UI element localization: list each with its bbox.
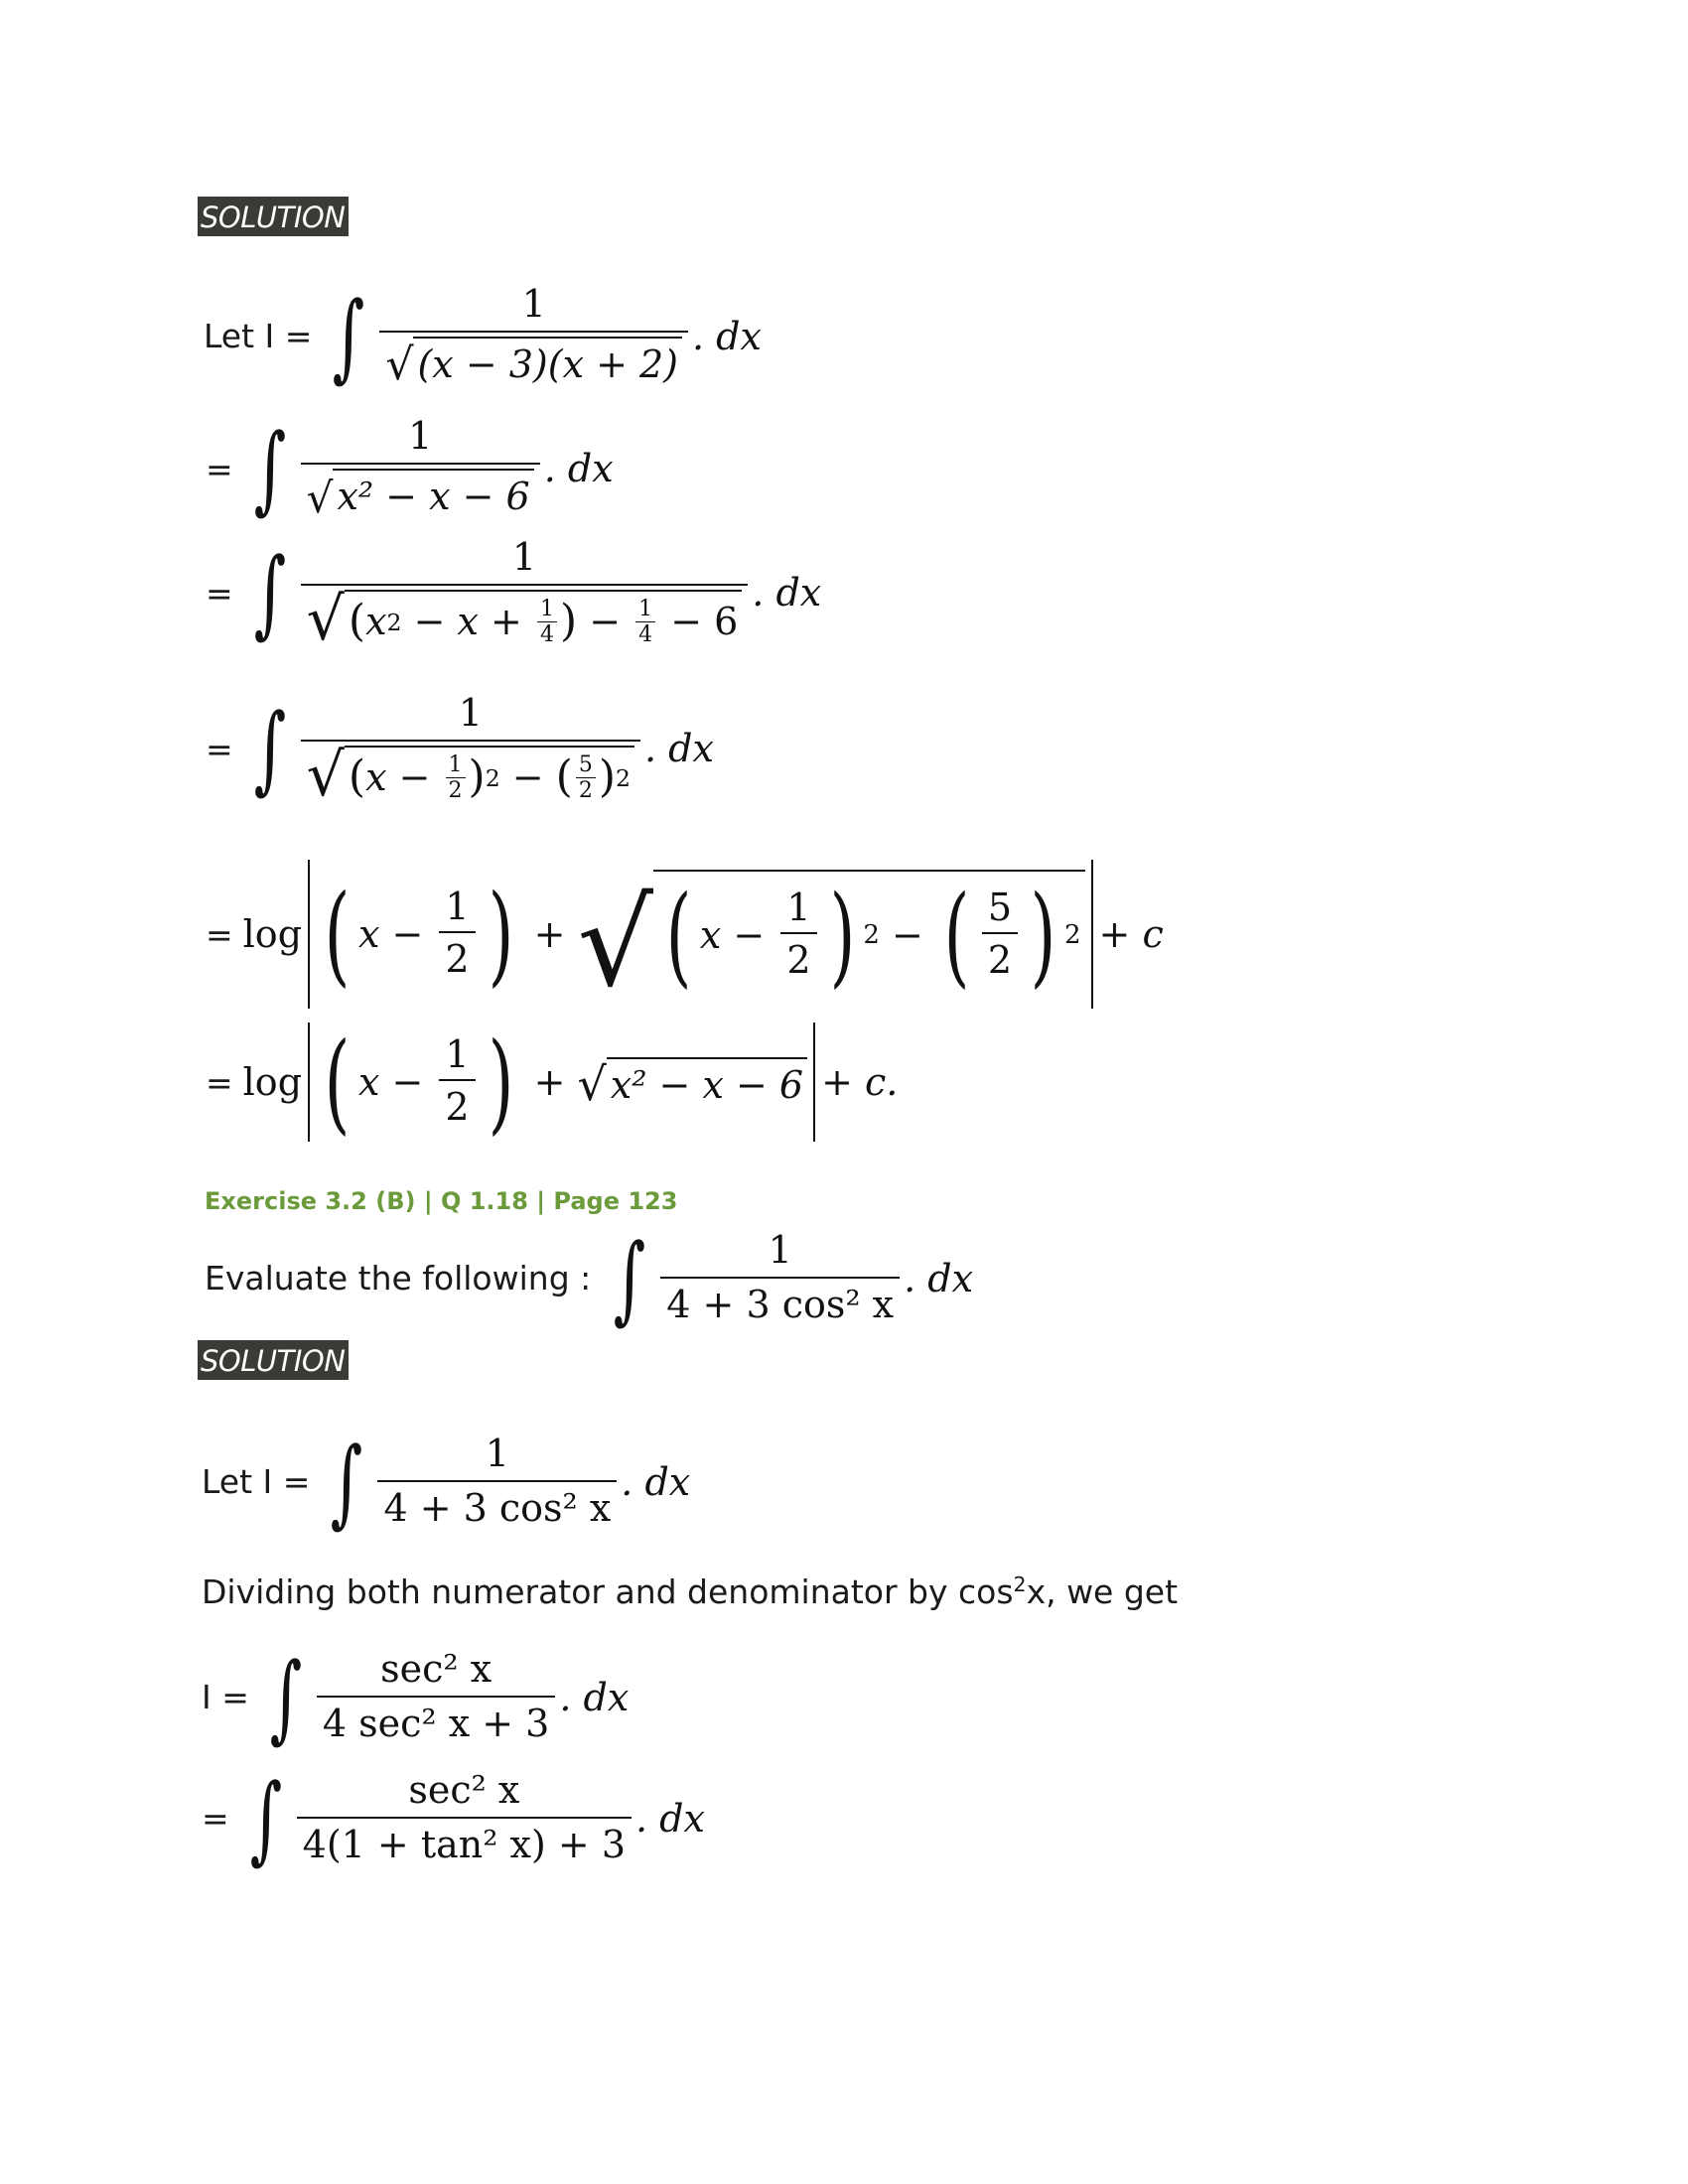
solution-badge: SOLUTION xyxy=(198,1340,349,1380)
absolute-bar-right xyxy=(813,1023,815,1142)
numerator: 1 xyxy=(511,535,537,579)
numerator: sec² x xyxy=(380,1647,492,1691)
equation-step-2 xyxy=(206,415,614,523)
integral-sign-icon: ∫ xyxy=(249,1762,282,1874)
equals-sign: = xyxy=(206,573,233,613)
equation-step-sec xyxy=(202,1641,630,1753)
equals-sign: = xyxy=(202,1799,229,1839)
equation-step-5: = log ( x − $\frac{1}{2}$ ) + √ ( x − $\frac{1}{2}$ ) 2 − ( $\frac{5}{2}$ ) 2 + c xyxy=(206,860,1164,1009)
numerator: sec² x xyxy=(408,1768,520,1812)
integral-sign-icon: ∫ xyxy=(331,1426,363,1538)
dx-term: . dx xyxy=(692,314,762,358)
numerator: 1 xyxy=(521,282,546,326)
equation-step-3 xyxy=(206,535,822,654)
dx-term: . dx xyxy=(752,571,822,615)
equation-step-tan xyxy=(202,1762,705,1874)
fraction xyxy=(660,1229,900,1327)
numerator: 1 xyxy=(408,414,433,458)
fraction xyxy=(377,1433,617,1531)
dx-term: . dx xyxy=(621,1459,691,1504)
fraction xyxy=(301,691,640,810)
integral-sign-icon: ∫ xyxy=(333,280,365,392)
solution-badge: SOLUTION xyxy=(198,197,349,236)
denominator: √ x² − x − 6 xyxy=(301,463,540,523)
absolute-bar-left xyxy=(308,860,310,1009)
numerator: 1 xyxy=(768,1228,792,1272)
dx-term: . dx xyxy=(904,1256,974,1300)
denominator: 4 sec² x + 3 xyxy=(317,1696,555,1747)
dx-term: . dx xyxy=(635,1796,705,1841)
equation-step-6: = log ( x − $\frac{1}{2}$ ) + √ x² − x − 6 + c. xyxy=(206,1019,899,1146)
equals-sign: = xyxy=(206,729,233,768)
dx-term: . dx xyxy=(543,447,614,491)
integral-sign-icon: ∫ xyxy=(253,693,286,805)
fraction xyxy=(301,535,749,654)
dx-term: . dx xyxy=(559,1675,630,1719)
log-function: log xyxy=(242,1060,303,1104)
integral-sign-icon: ∫ xyxy=(269,1641,303,1753)
radicand: (x − 3)(x + 2) xyxy=(413,337,682,388)
absolute-bar-right xyxy=(1091,860,1093,1009)
denominator: 4(1 + tan² x) + 3 xyxy=(297,1817,632,1868)
question xyxy=(205,1222,974,1334)
let-label: Let I = xyxy=(204,317,313,356)
denominator: √ (x − 3)(x + 2) xyxy=(379,331,688,390)
numerator: 1 xyxy=(485,1432,509,1475)
fraction xyxy=(379,283,688,390)
denominator: √ ( x 2 − x + 1 4 ) − 1 4 − 6 xyxy=(301,584,749,650)
explanation-text: Dividing both numerator and denominator by $\cos^2x$, we get xyxy=(202,1572,1179,1611)
i-equals-label: I = xyxy=(202,1678,249,1717)
integral-sign-icon: ∫ xyxy=(614,1222,646,1334)
let-label: Let I = xyxy=(202,1462,311,1502)
fraction xyxy=(301,415,540,523)
equation-step-4 xyxy=(206,691,714,810)
equals-sign: = xyxy=(206,914,233,954)
radicand: x² − x − 6 xyxy=(333,469,533,520)
exercise-label[interactable]: Exercise 3.2 (B) | Q 1.18 | Page 123 xyxy=(205,1187,678,1215)
dx-term: . dx xyxy=(644,727,714,771)
denominator: 4 + 3 cos² x xyxy=(660,1277,900,1328)
plus-constant: + c. xyxy=(821,1060,899,1104)
denominator: 4 + 3 cos² x xyxy=(377,1480,617,1532)
fraction xyxy=(297,1769,632,1867)
equals-sign: = xyxy=(206,1062,233,1102)
radicand: ( x − 1 2 ) 2 − ( 5 2 ) 2 xyxy=(345,746,634,805)
absolute-bar-left xyxy=(308,1023,310,1142)
log-function: log xyxy=(242,912,303,956)
integral-sign-icon: ∫ xyxy=(253,413,286,525)
equals-sign: = xyxy=(206,449,233,488)
question-text: Evaluate the following : xyxy=(205,1259,592,1298)
numerator: 1 xyxy=(458,691,483,735)
denominator: √ ( x − 1 2 ) 2 − ( 5 2 ) 2 xyxy=(301,740,640,806)
integral-sign-icon: ∫ xyxy=(253,537,286,649)
equation-let-i xyxy=(204,280,762,392)
fraction xyxy=(317,1648,555,1746)
equation-let-i xyxy=(202,1426,691,1538)
plus-constant: + c xyxy=(1098,912,1164,956)
radicand: ( x 2 − x + 1 4 ) − 1 4 − 6 xyxy=(345,590,742,649)
